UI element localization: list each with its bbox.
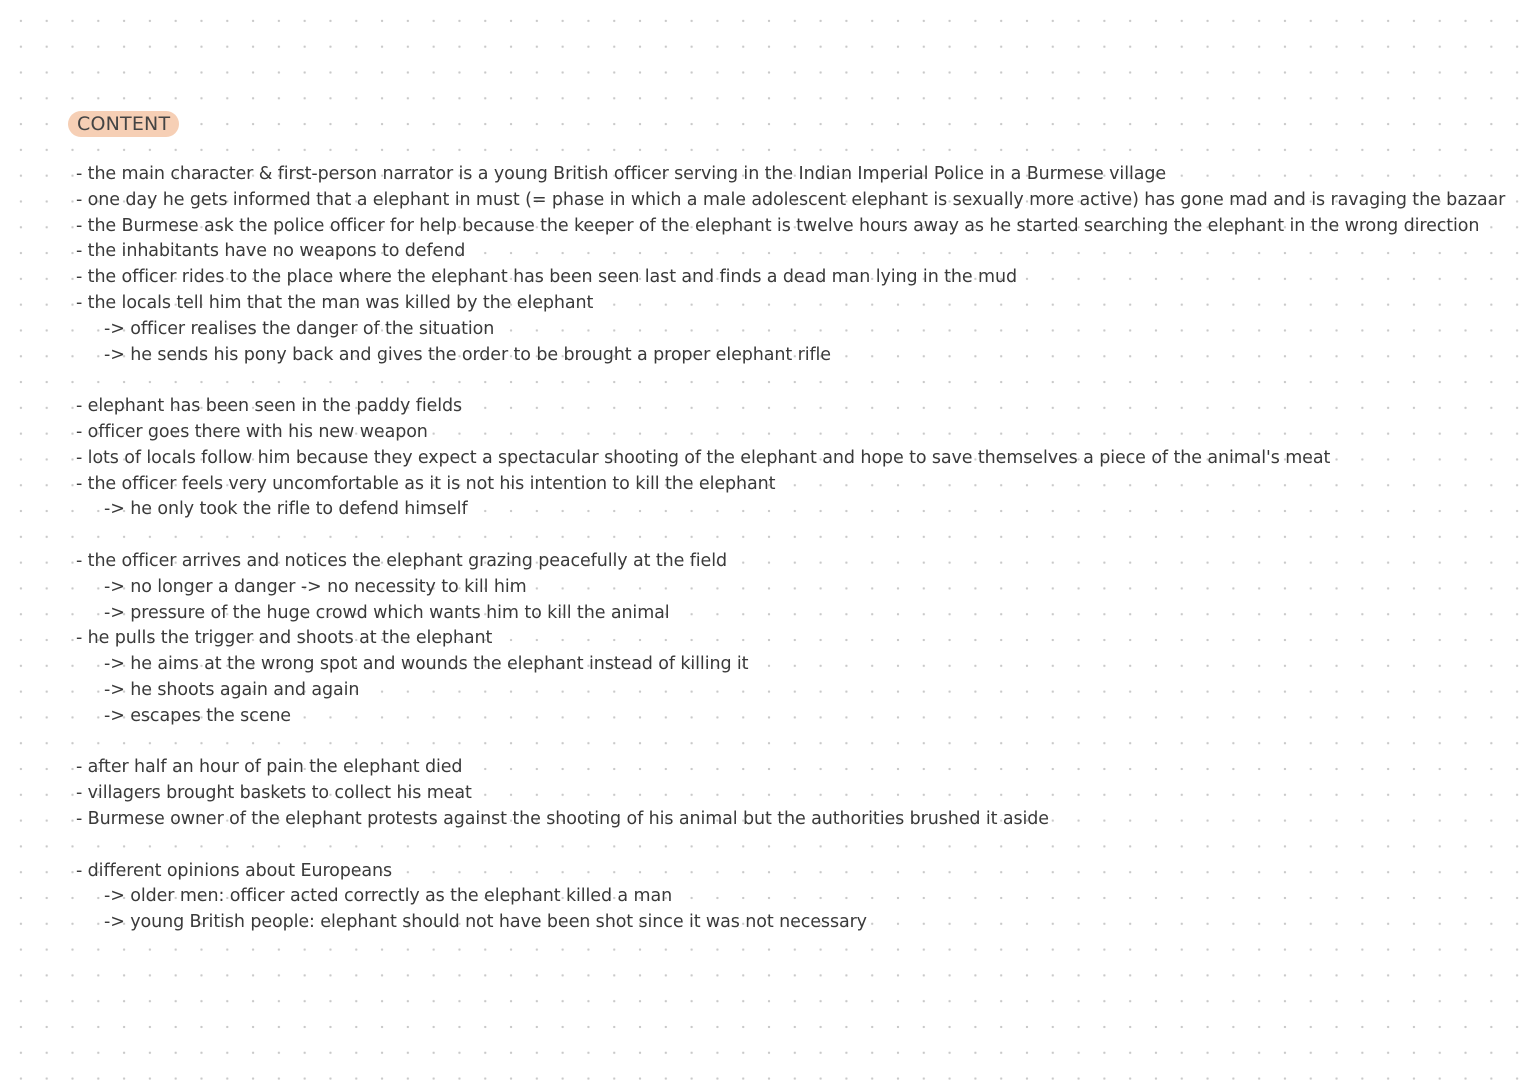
note-subpoint: -> he only took the rifle to defend himself <box>104 499 468 520</box>
section-gap <box>76 833 1506 859</box>
note-bullet: - Burmese owner of the elephant protests against the shooting of his animal but the authorities brushed it aside <box>76 808 1049 829</box>
note-bullet: - the officer arrives and notices the elephant grazing peacefully at the field <box>76 550 727 571</box>
note-subpoint: -> officer realises the danger of the situation <box>104 318 495 339</box>
notes-body <box>76 162 1506 936</box>
note-subpoint: -> young British people: elephant should not have been shot since it was not necessary <box>104 912 867 933</box>
note-bullet: - the officer rides to the place where the elephant has been seen last and finds a dead man lying in the mud <box>76 267 1017 288</box>
note-bullet: - he pulls the trigger and shoots at the elephant <box>76 628 493 649</box>
note-subpoint: -> he sends his pony back and gives the order to be brought a proper elephant rifle <box>104 344 831 365</box>
note-subpoint: -> no longer a danger -> no necessity to kill him <box>104 576 527 597</box>
note-subpoint: -> older men: officer acted correctly as the elephant killed a man <box>104 886 673 907</box>
section-heading: CONTENT <box>68 111 179 137</box>
note-bullet: - the inhabitants have no weapons to defend <box>76 241 466 262</box>
note-bullet: - villagers brought baskets to collect his meat <box>76 783 472 804</box>
note-bullet: - different opinions about Europeans <box>76 860 393 881</box>
section-gap <box>76 368 1506 394</box>
section-gap <box>76 523 1506 549</box>
note-subpoint: -> he aims at the wrong spot and wounds the elephant instead of killing it <box>104 654 749 675</box>
note-subpoint: -> he shoots again and again <box>104 679 360 700</box>
section-gap <box>76 730 1506 756</box>
note-bullet: - elephant has been seen in the paddy fields <box>76 396 463 417</box>
note-bullet: - officer goes there with his new weapon <box>76 421 428 442</box>
note-bullet: - the locals tell him that the man was killed by the elephant <box>76 292 594 313</box>
note-bullet: - after half an hour of pain the elephant died <box>76 757 463 778</box>
note-subpoint: -> escapes the scene <box>104 705 291 726</box>
note-subpoint: -> pressure of the huge crowd which wants him to kill the animal <box>104 602 670 623</box>
note-bullet: - lots of locals follow him because they expect a spectacular shooting of the elephant and hope to save themselves a piece of the animal's meat <box>76 447 1331 468</box>
note-bullet: - one day he gets informed that a elephant in must (= phase in which a male adolescent elephant is sexually more active) has gone mad and is ravaging the bazaar <box>76 189 1506 210</box>
note-bullet: - the main character & first-person narrator is a young British officer serving in the Indian Imperial Police in a Burmese village <box>76 164 1167 184</box>
note-bullet: - the officer feels very uncomfortable as it is not his intention to kill the elephant <box>76 473 776 494</box>
note-bullet: - the Burmese ask the police officer for help because the keeper of the elephant is twelve hours away as he started searching the elephant in the wrong direction <box>76 215 1480 236</box>
